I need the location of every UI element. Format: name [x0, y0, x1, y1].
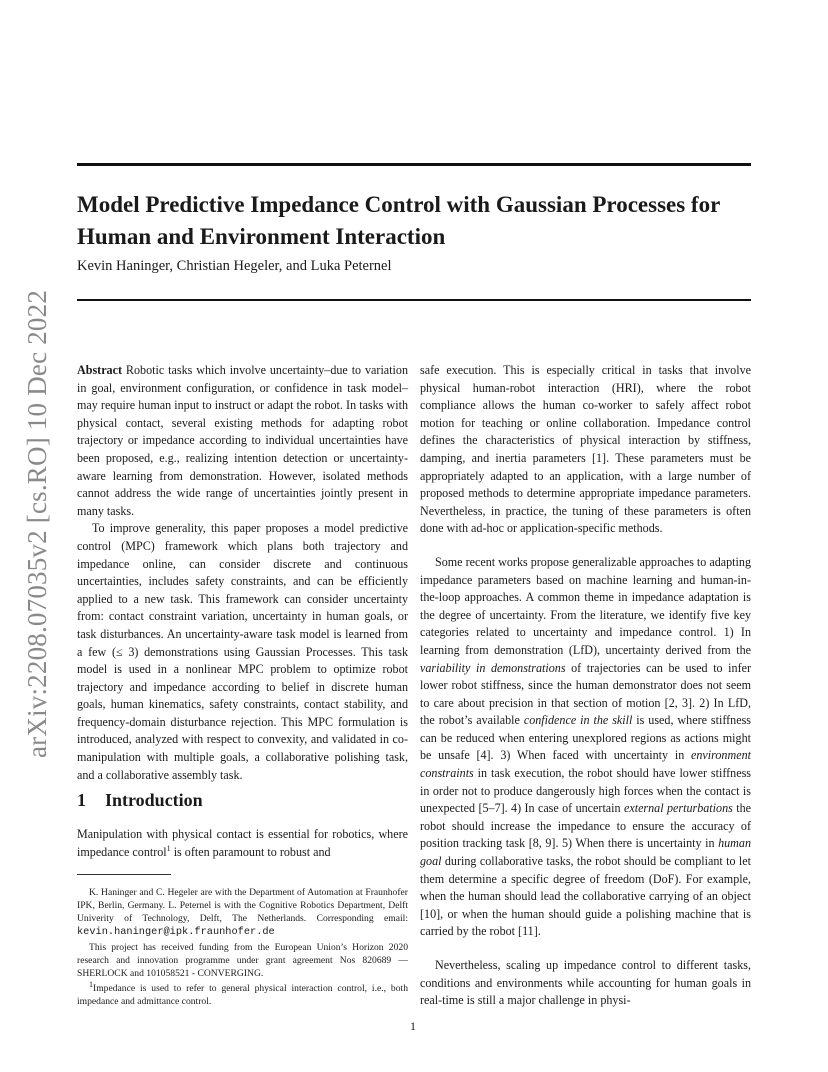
p2-emphasis-3: environment constraints	[420, 748, 751, 781]
paper-title: Model Predictive Impedance Control with Gaussian Processes for Human and Environment Interaction	[77, 192, 720, 249]
footnote-marker[interactable]: 1	[166, 843, 171, 853]
footnotes	[77, 886, 408, 1010]
p2-emphasis-4: external perturbations	[623, 801, 733, 816]
footnote-funding: This project has received funding from the European Union’s Horizon 2020 research and innovation programme under grant agreement Nos 820689 — SHERLOCK and 101058521 - CONVERGING.	[77, 942, 408, 979]
footnote-affiliation	[77, 886, 408, 939]
contact-email[interactable]: kevin.haninger@ipk.fraunhofer.de	[77, 926, 275, 938]
introduction-paragraph-1	[77, 826, 408, 861]
abstract-label: Abstract	[77, 363, 123, 377]
intro-text-a: Manipulation with physical contact is essential for robotics, where impedance control	[77, 827, 408, 859]
abstract-column	[77, 362, 408, 784]
abstract-paragraph-2: To improve generality, this paper proposes a model predictive control (MPC) framework which plans both trajectory and impedance online, can consider discrete and continuous uncertainties, includes safety constraints, and can be efficiently applied to a new task. This framework can consider uncertainty from: contact constraint variation, uncertainty in human goals, or task disturbances. An uncertainty-aware task model is learned from a few (≤ 3) demonstrations using Gaussian Processes. This task model is used in a nonlinear MPC problem to optimize robot trajectory and impedance according to belief in discrete human goals, human kinematics, safety constraints, contact stability, and frequency-domain disturbance rejection. This MPC formulation is introduced, analyzed with respect to convexity, and validated in co-manipulation with multiple goals, a collaborative polishing task, and a collaborative assembly task.	[77, 521, 408, 782]
p2-emphasis-5: human goal	[420, 836, 751, 869]
right-column	[420, 362, 751, 1010]
p2-text-d: in task execution, the robot should have lower stiffness in order not to produce dangerously high forces when the contact is unexpected [5–7]. 4) In case of uncertain	[420, 766, 751, 816]
p2-text-a: Some recent works propose generalizable approaches to adapting impedance parameters based on machine learning and human-in-the-loop approaches. A common theme in impedance adaptation is the degree of uncertainty. From the literature, we identify five key categories related to uncertainty and impedance control. 1) In learning from demonstration (LfD), uncertainty derived from the	[420, 554, 751, 657]
footnote-impedance-text: Impedance is used to refer to general physical interaction control, i.e., both impedance and admittance control.	[77, 983, 408, 1007]
footnote-impedance	[77, 979, 408, 1008]
title-top-rule	[77, 163, 751, 166]
section-title: Introduction	[105, 790, 203, 810]
page-number: 1	[410, 1019, 416, 1033]
p2-text-f: during collaborative tasks, the robot should be compliant to let them determine a specific degree of freedom (DoF). For example, when the human should lead the collaborative carrying of an object [10], or when the human should guide a polishing machine that is carried by the robot [11].	[420, 854, 751, 939]
arxiv-stamp: arXiv:2208.07035v2 [cs.RO] 10 Dec 2022	[22, 289, 52, 758]
footnote-number: 1	[89, 979, 93, 989]
author-list: Kevin Haninger, Christian Hegeler, and Luka Peternel	[77, 258, 392, 274]
abstract-paragraph	[77, 362, 408, 520]
right-paragraph-2	[420, 554, 751, 941]
right-paragraph-3: Nevertheless, scaling up impedance control to different tasks, conditions and environments while accounting for human goals in real-time is still a major challenge in physi-	[420, 958, 751, 1008]
footnote-rule	[77, 874, 171, 875]
intro-text-b: is often paramount to robust and	[170, 844, 331, 859]
title-bottom-rule	[77, 299, 751, 301]
p2-text-b: of trajectories can be used to infer lower robot stiffness, since the human demonstrator does not seem to care about precision in that section of motion [2, 3]. 2) In LfD, the robot’s available	[420, 660, 752, 728]
p2-text-c: is used, where stiffness can be reduced when entering unexplored regions as actions might be unsafe [4]. 3) When faced with uncertainty in	[420, 713, 751, 763]
p2-emphasis-1: variability in demonstrations	[420, 660, 566, 675]
section-number: 1	[77, 790, 86, 810]
abstract-text: Robotic tasks which involve uncertainty–due to variation in goal, environment configuration, or confidence in task model–may require human input to instruct or adapt the robot. In tasks with physical contact, several existing methods for adapting robot trajectory or impedance according to individual uncertainties have been proposed, e.g., realizing intention detection or uncertainty-aware learning from demonstration. However, isolated methods cannot address the wide range of uncertainties jointly present in many tasks.	[77, 363, 408, 518]
section-heading-introduction	[77, 790, 203, 811]
right-paragraph-1: safe execution. This is especially critical in tasks that involve physical human-robot interaction (HRI), where the robot compliance allows the human co-worker to safely affect robot motion for teaching or online collaboration. Impedance control defines the characteristics of physical interaction by stiffness, damping, and inertia parameters [1]. These parameters must be appropriately adapted to an application, with a large number of proposed methods to determine appropriate impedance parameters. Nevertheless, in practice, the tuning of these parameters is often done with ad-hoc or application-specific methods.	[420, 363, 751, 536]
p2-emphasis-2: confidence in the skill	[523, 713, 633, 728]
affiliation-text: K. Haninger and C. Hegeler are with the Department of Automation at Fraunhofer IPK, Berlin, Germany. L. Peternel is with the Cognitive Robotics Department, Delft Univerity of Technology, Delft, The Netherlands. Corresponding email:	[77, 887, 408, 924]
p2-text-e: the robot should increase the impedance to ensure the accuracy of position tracking task [8, 9]. 5) When there is uncertainty in	[420, 801, 751, 851]
